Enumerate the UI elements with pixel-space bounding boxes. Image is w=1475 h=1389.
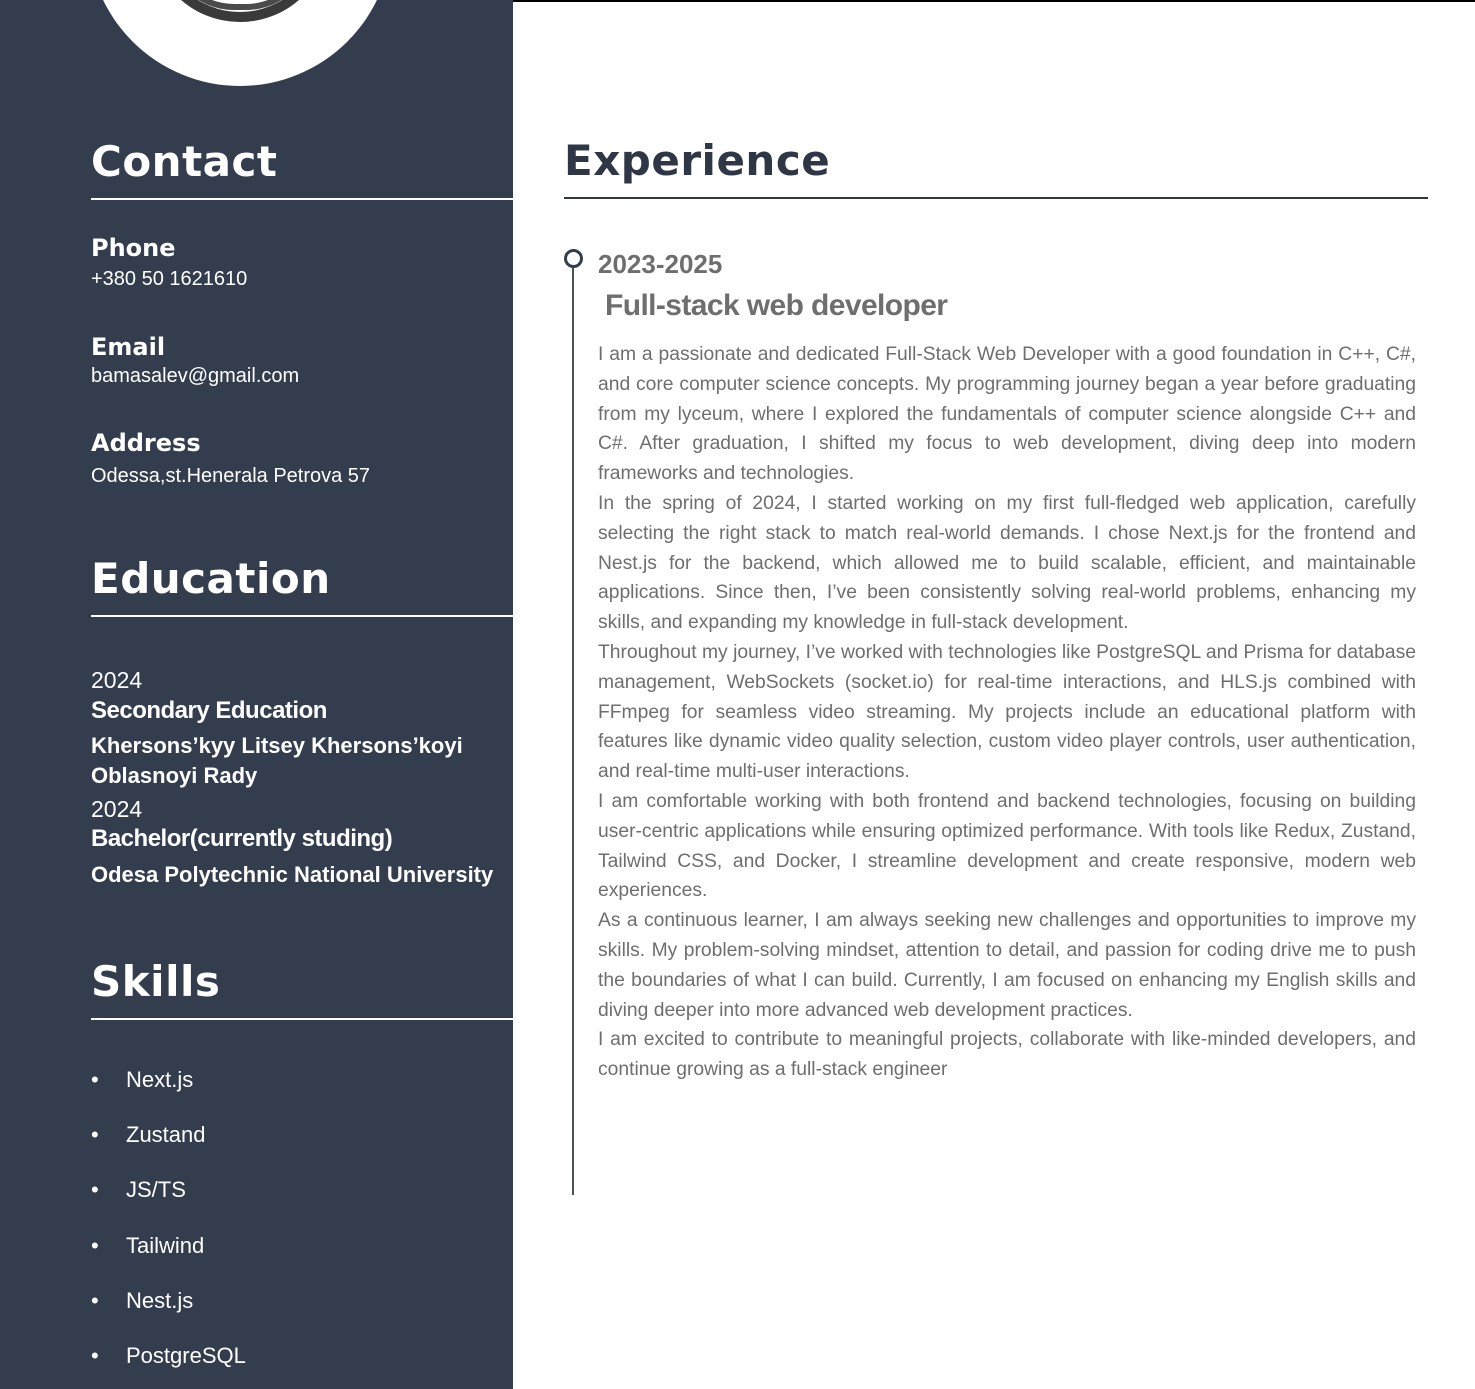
email-label: Email [91, 333, 166, 361]
education-year: 2024 [91, 796, 143, 822]
education-year: 2024 [91, 667, 143, 693]
skill-label: Tailwind [126, 1232, 205, 1258]
skill-item [91, 1273, 246, 1328]
skill-item [91, 1328, 246, 1383]
experience-heading: Experience [564, 136, 831, 185]
bullet-icon: • [91, 1287, 99, 1313]
skill-item [91, 1163, 246, 1218]
experience-divider [564, 197, 1428, 199]
skill-item [91, 1218, 246, 1273]
education-school: Odesa Polytechnic National University [91, 862, 494, 887]
education-divider [91, 615, 513, 617]
skill-label: Zustand [126, 1121, 206, 1147]
skill-label: PostgreSQL [126, 1343, 246, 1369]
contact-heading: Contact [91, 137, 278, 186]
bullet-icon: • [91, 1232, 99, 1258]
skill-item [91, 1107, 246, 1162]
bullet-icon: • [91, 1343, 99, 1369]
education-degree: Secondary Education [91, 697, 327, 724]
description-paragraph: I am a passionate and dedicated Full-Stack Web Developer with a good foundation in C++, C#, and core computer science concepts. My programming journey began a year before graduating from my lyceum, where I explored the fundamentals of computer science alongside C++ and C#. After graduation, I shifted my focus to web development, diving deep into modern frameworks and technologies. [598, 344, 1416, 485]
timeline-dot-icon [564, 249, 583, 268]
description-paragraph: Throughout my journey, I’ve worked with technologies like PostgreSQL and Prisma for database management, WebSockets (socket.io) for real-time interactions, and HLS.js combined with FFmpeg for seamless video streaming. My projects include an educational platform with features like dynamic video quality selection, custom video player controls, user authentication, and real-time multi-user interactions. [598, 641, 1416, 783]
skill-label: Nest.js [126, 1287, 194, 1313]
profile-photo [88, 0, 392, 86]
description-paragraph: I am comfortable working with both frontend and backend technologies, focusing on building user-centric applications while ensuring optimized performance. With tools like Redux, Zustand, Tailwind CSS, and Docker, I streamline development and create responsive, modern web experiences. [598, 790, 1416, 902]
education-heading: Education [91, 554, 331, 603]
skills-heading: Skills [91, 957, 221, 1006]
description-paragraph: As a continuous learner, I am always seeking new challenges and opportunities to improve my skills. My problem-solving mindset, attention to detail, and passion for coding drive me to push the boundaries of what I can build. Currently, I am focused on enhancing my English skills and diving deeper into more advanced web development practices. [598, 910, 1416, 1021]
top-border [513, 0, 1475, 2]
skill-label: Next.js [126, 1066, 194, 1092]
address-label: Address [91, 429, 201, 457]
phone-value[interactable]: +380 50 1621610 [91, 268, 248, 290]
education-school: Khersons’kyy Litsey Khersons’koyi Oblasnoyi Rady [91, 733, 463, 788]
bullet-icon: • [91, 1121, 99, 1147]
timeline-line [572, 268, 574, 1195]
bullet-icon: • [91, 1066, 99, 1092]
experience-period: 2023-2025 [598, 249, 723, 279]
skill-item [91, 1052, 246, 1107]
contact-divider [91, 198, 513, 200]
sidebar [0, 0, 513, 1389]
experience-description [598, 340, 1416, 1085]
skills-divider [91, 1018, 513, 1020]
education-degree: Bachelor(currently studing) [91, 825, 393, 852]
email-value[interactable]: bamasalev@gmail.com [91, 365, 300, 387]
description-paragraph: In the spring of 2024, I started working on my first full-fledged web application, carefully selecting the right stack to match real-world demands. I chose Next.js for the frontend and Nest.js for the backend, which allowed me to build scalable, efficient, and maintainable applications. Since then, I’ve been consistently solving real-world problems, enhancing my skills, and expanding my knowledge in full-stack development. [598, 492, 1416, 634]
skill-label: JS/TS [126, 1177, 186, 1203]
bullet-icon: • [91, 1177, 99, 1203]
address-value: Odessa,st.Henerala Petrova 57 [91, 465, 371, 487]
skills-list [91, 1052, 246, 1384]
experience-role: Full-stack web developer [605, 289, 948, 322]
description-paragraph: I am excited to contribute to meaningful projects, collaborate with like-minded developers, and continue growing as a full-stack engineer [598, 1029, 1416, 1081]
phone-label: Phone [91, 234, 176, 262]
